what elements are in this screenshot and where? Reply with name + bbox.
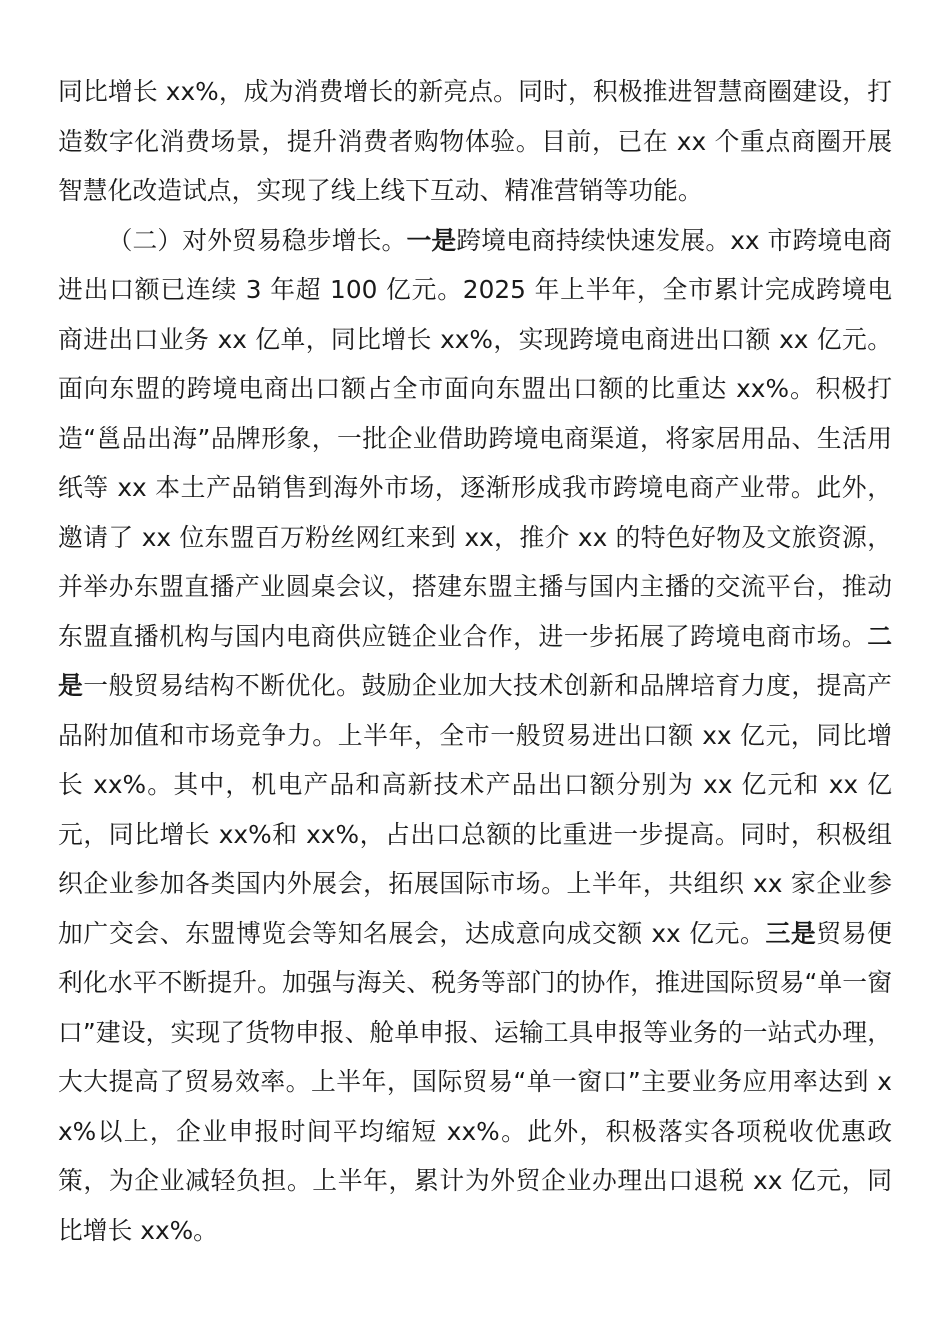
general-trade-text: 一般贸易结构不断优化。鼓励企业加大技术创新和品牌培育力度，提高产品附加值和市场竞争力。上半年，全市一般贸易进出口额 xx 亿元，同比增长 xx%。其中，机电产品和高新技术产品出口额分别为 xx 亿元和 xx 亿元，同比增长 xx%和 xx%，占出口总额的比重进一步提高。同时，积极组织企业参加各类国内外展会，拓展国际市场。上半年，共组织 xx 家企业参加广交会、东盟博览会等知名展会，达成意向成交额 xx 亿元。 [58, 671, 892, 948]
section-heading-text: （二）对外贸易稳步增长。 [107, 225, 407, 255]
paragraph-consumption-continued [58, 67, 892, 216]
trade-facilitation-text: 贸易便利化水平不断提升。加强与海关、税务等部门的协作，推进国际贸易“单一窗口”建设，实现了货物申报、舱单申报、运输工具申报等业务的一站式办理，大大提高了贸易效率。上半年，国际贸易“单一窗口”主要业务应用率达到 xx%以上，企业申报时间平均缩短 xx%。此外，积极落实各项税收优惠政策，为企业减轻负担。上半年，累计为外贸企业办理出口退税 xx 亿元，同比增长 xx%。 [58, 918, 892, 1245]
cross-border-ecommerce-text: 跨境电商持续快速发展。xx 市跨境电商进出口额已连续 3 年超 100 亿元。2025 年上半年，全市累计完成跨境电商进出口业务 xx 亿单，同比增长 xx%，实现跨境电商进出口额 xx 亿元。面向东盟的跨境电商出口额占全市面向东盟出口额的比重达 xx%。积极打造“邕品出海”品牌形象，一批企业借助跨境电商渠道，将家居用品、生活用纸等 xx 本土产品销售到海外市场，逐渐形成我市跨境电商产业带。此外，邀请了 xx 位东盟百万粉丝网红来到 xx，推介 xx 的特色好物及文旅资源，并举办东盟直播产业圆桌会议，搭建东盟主播与国内主播的交流平台，推动东盟直播机构与国内电商供应链企业合作，进一步拓展了跨境电商市场。 [58, 225, 892, 651]
paragraph-foreign-trade [58, 216, 892, 1256]
bold-marker-first: 一是 [406, 225, 457, 255]
document-page [58, 67, 892, 1255]
bold-marker-second: 二是 [58, 621, 892, 700]
paragraph-text: 同比增长 xx%，成为消费增长的新亮点。同时，积极推进智慧商圈建设，打造数字化消费场景，提升消费者购物体验。目前，已在 xx 个重点商圈开展智慧化改造试点，实现了线上线下互动、精准营销等功能。 [58, 77, 892, 205]
bold-marker-third: 三是 [765, 918, 817, 948]
